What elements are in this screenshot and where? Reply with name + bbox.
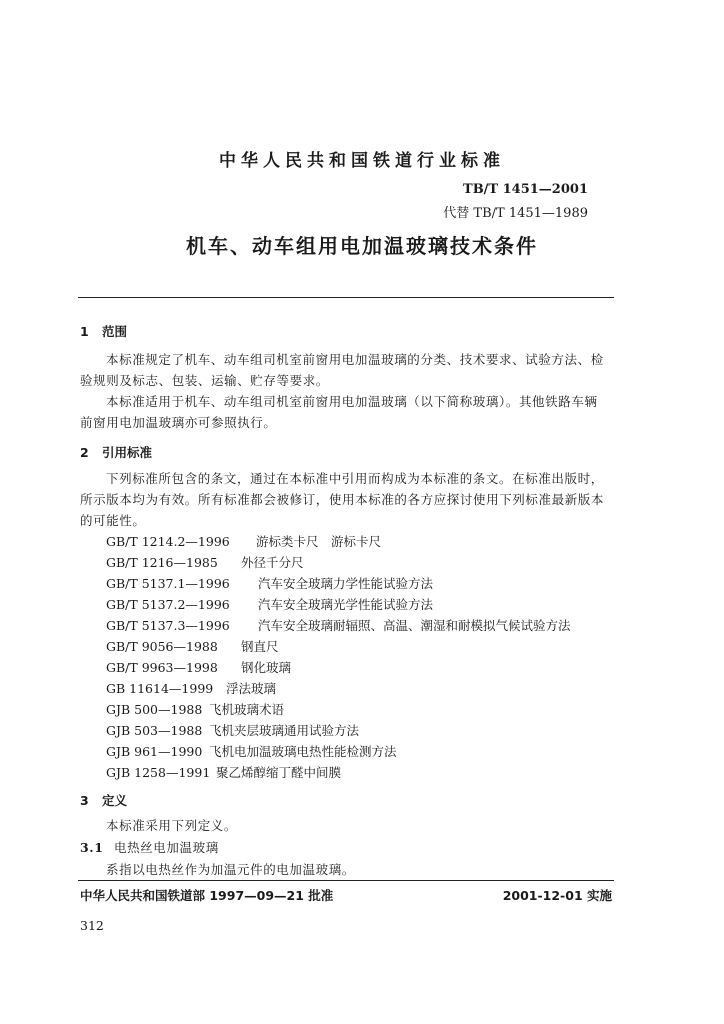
section-1-heading [80,322,127,340]
implementation-date: 2001-12-01 实施 [502,888,612,903]
section-3-heading [80,791,127,809]
reference-item: GB/T 1216—1985 外径千分尺 [106,555,304,570]
reference-item: GB/T 5137.3—1996 汽车安全玻璃耐辐照、高温、潮湿和耐模拟气候试验方法 [106,618,571,633]
subsection-title: 电热丝电加温玻璃 [114,840,219,855]
section-2-para-line-3: 的可能性。 [80,513,146,528]
section-1-para-2-line-1: 本标准适用于机车、动车组司机室前窗用电加温玻璃（以下简称玻璃）。其他铁路车辆 [106,394,598,409]
subsection-number: 3.1 [80,840,104,855]
section-number: 1 [80,324,89,339]
section-title: 引用标准 [102,445,153,460]
document-title: 机车、动车组用电加温玻璃技术条件 [186,234,538,258]
reference-item: GB 11614—1999 浮法玻璃 [106,681,277,696]
subsection-3-1-text: 系指以电热丝作为加温元件的电加温玻璃。 [106,862,355,877]
reference-item: GJB 1258—1991 聚乙烯醇缩丁醛中间膜 [106,765,342,780]
section-2-heading [80,443,152,461]
section-number: 3 [80,793,89,808]
issuing-organization: 中华人民共和国铁道行业标准 [219,151,505,171]
section-2-para-line-2: 所示版本均为有效。所有标准都会被修订，使用本标准的各方应探讨使用下列标准最新版本 [80,492,605,507]
section-number: 2 [80,445,89,460]
issue-date: 中华人民共和国铁道部 1997—09—21 批准 [80,888,334,903]
section-1-para-1-line-1: 本标准规定了机车、动车组司机室前窗用电加温玻璃的分类、技术要求、试验方法、检 [106,352,604,367]
section-2-para-line-1: 下列标准所包含的条文，通过在本标准中引用而构成为本标准的条文。在标准出版时， [106,471,604,486]
section-title: 定义 [102,793,128,808]
reference-item: GB/T 9056—1988 钢直尺 [106,639,279,654]
standard-code: TB/T 1451—2001 [463,182,588,197]
reference-item: GB/T 9963—1998 钢化玻璃 [106,660,292,675]
replaces-standard: 代替 TB/T 1451—1989 [443,206,588,221]
section-1-para-1-line-2: 验规则及标志、包装、运输、贮存等要求。 [80,373,329,388]
section-3-para: 本标准采用下列定义。 [106,818,238,833]
reference-item: GB/T 5137.1—1996 汽车安全玻璃力学性能试验方法 [106,576,434,591]
reference-item: GJB 500—1988 飞机玻璃术语 [106,702,285,717]
footer-divider [78,880,614,881]
section-title: 范围 [102,324,128,339]
reference-item: GJB 961—1990 飞机电加温玻璃电热性能检测方法 [106,744,397,759]
page-number: 312 [80,918,104,933]
subsection-3-1-heading [80,838,219,856]
header-divider [78,297,614,298]
reference-item: GJB 503—1988 飞机夹层玻璃通用试验方法 [106,723,360,738]
reference-item: GB/T 1214.2—1996 游标类卡尺 游标卡尺 [106,534,382,549]
reference-item: GB/T 5137.2—1996 汽车安全玻璃光学性能试验方法 [106,597,434,612]
section-1-para-2-line-2: 前窗用电加温玻璃亦可参照执行。 [80,415,277,430]
